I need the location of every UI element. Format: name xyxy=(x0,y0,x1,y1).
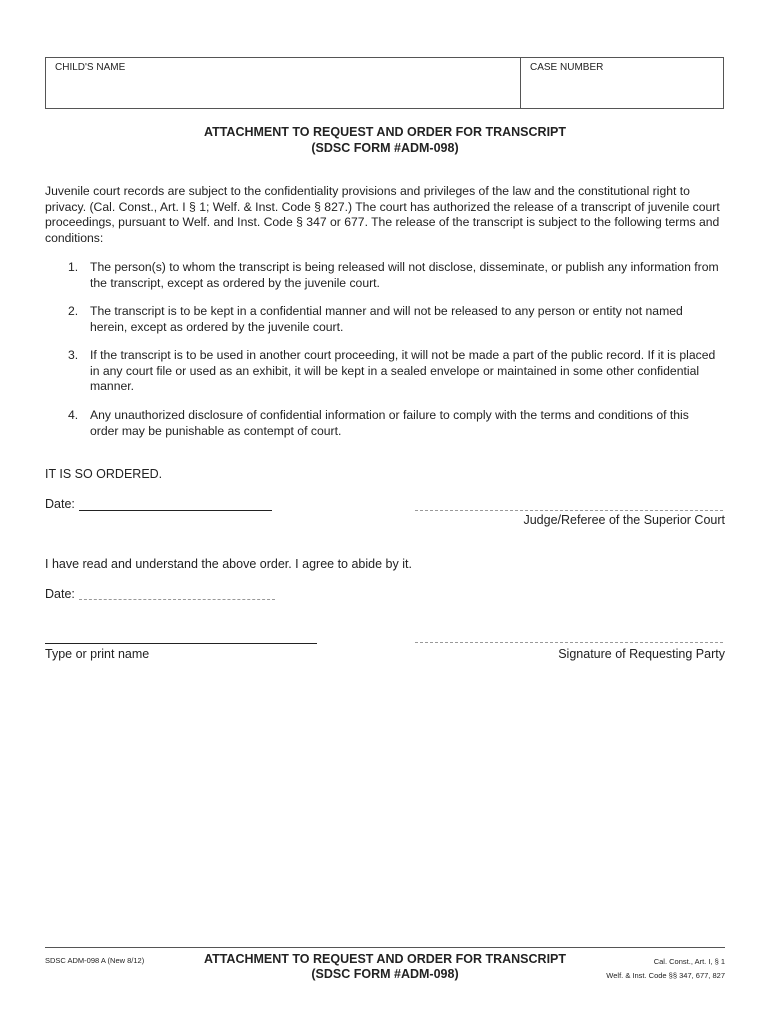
condition-text: If the transcript is to be used in another court proceeding, it will not be made a part of the public record. If it is placed in any court file or used as an exhibit, it will be kept in a sealed envelope or maintained in some other confidential manner. xyxy=(90,348,716,393)
printed-name-field[interactable] xyxy=(45,643,317,644)
condition-number: 3. xyxy=(68,348,79,362)
form-subtitle: (SDSC FORM #ADM-098) xyxy=(311,141,459,155)
condition-text: The transcript is to be kept in a confidential manner and will not be released to any person or entity not named herein, except as ordered by the juvenile court. xyxy=(90,304,683,334)
footer-title: ATTACHMENT TO REQUEST AND ORDER FOR TRANSCRIPT xyxy=(203,952,567,966)
condition-number: 4. xyxy=(68,408,79,422)
header-divider xyxy=(520,58,521,108)
condition-number: 2. xyxy=(68,304,79,318)
footer-citation: Welf. & Inst. Code §§ 347, 677, 827 xyxy=(606,971,725,980)
condition-text: The person(s) to whom the transcript is being released will not disclose, disseminate, or publish any information from the transcript, except as ordered by the juvenile court. xyxy=(90,260,719,290)
judge-signature-line[interactable] xyxy=(415,510,723,511)
case-number-label: CASE NUMBER xyxy=(530,62,604,73)
footer-subtitle: (SDSC FORM #ADM-098) xyxy=(311,967,459,981)
so-ordered-text: IT IS SO ORDERED. xyxy=(45,467,163,481)
condition-text: Any unauthorized disclosure of confidential information or failure to comply with the terms and conditions of this order may be punishable as contempt of court. xyxy=(90,408,689,438)
case-header-box xyxy=(45,57,724,109)
form-title: ATTACHMENT TO REQUEST AND ORDER FOR TRANSCRIPT xyxy=(203,125,567,139)
order-date-field[interactable] xyxy=(79,510,272,511)
acknowledgment-statement: I have read and understand the above order. I agree to abide by it. xyxy=(45,557,412,571)
requesting-party-signature-label: Signature of Requesting Party xyxy=(558,647,725,661)
condition-number: 1. xyxy=(68,260,79,274)
acknowledgment-date-field[interactable] xyxy=(79,599,275,600)
judge-signature-label: Judge/Referee of the Superior Court xyxy=(523,513,725,527)
intro-paragraph: Juvenile court records are subject to the confidentiality provisions and privileges of the law and the constitutional right to privacy. (Cal. Const., Art. I § 1; Welf. & Inst. Code § 827.) The court has authorized the release of a transcript of juvenile court proceedings, pursuant to Welf. and Inst. Code § 347 or 677. The release of the transcript is subject to the following terms and conditions: xyxy=(45,184,720,245)
footer-divider xyxy=(45,947,725,948)
order-date-label: Date: xyxy=(45,497,75,511)
footer-citation: Cal. Const., Art. I, § 1 xyxy=(653,957,725,966)
acknowledgment-date-label: Date: xyxy=(45,587,75,601)
printed-name-label: Type or print name xyxy=(45,647,150,661)
requesting-party-signature-line[interactable] xyxy=(415,642,723,643)
childs-name-label: CHILD'S NAME xyxy=(55,62,126,73)
footer-form-code: SDSC ADM-098 A (New 8/12) xyxy=(45,956,145,965)
